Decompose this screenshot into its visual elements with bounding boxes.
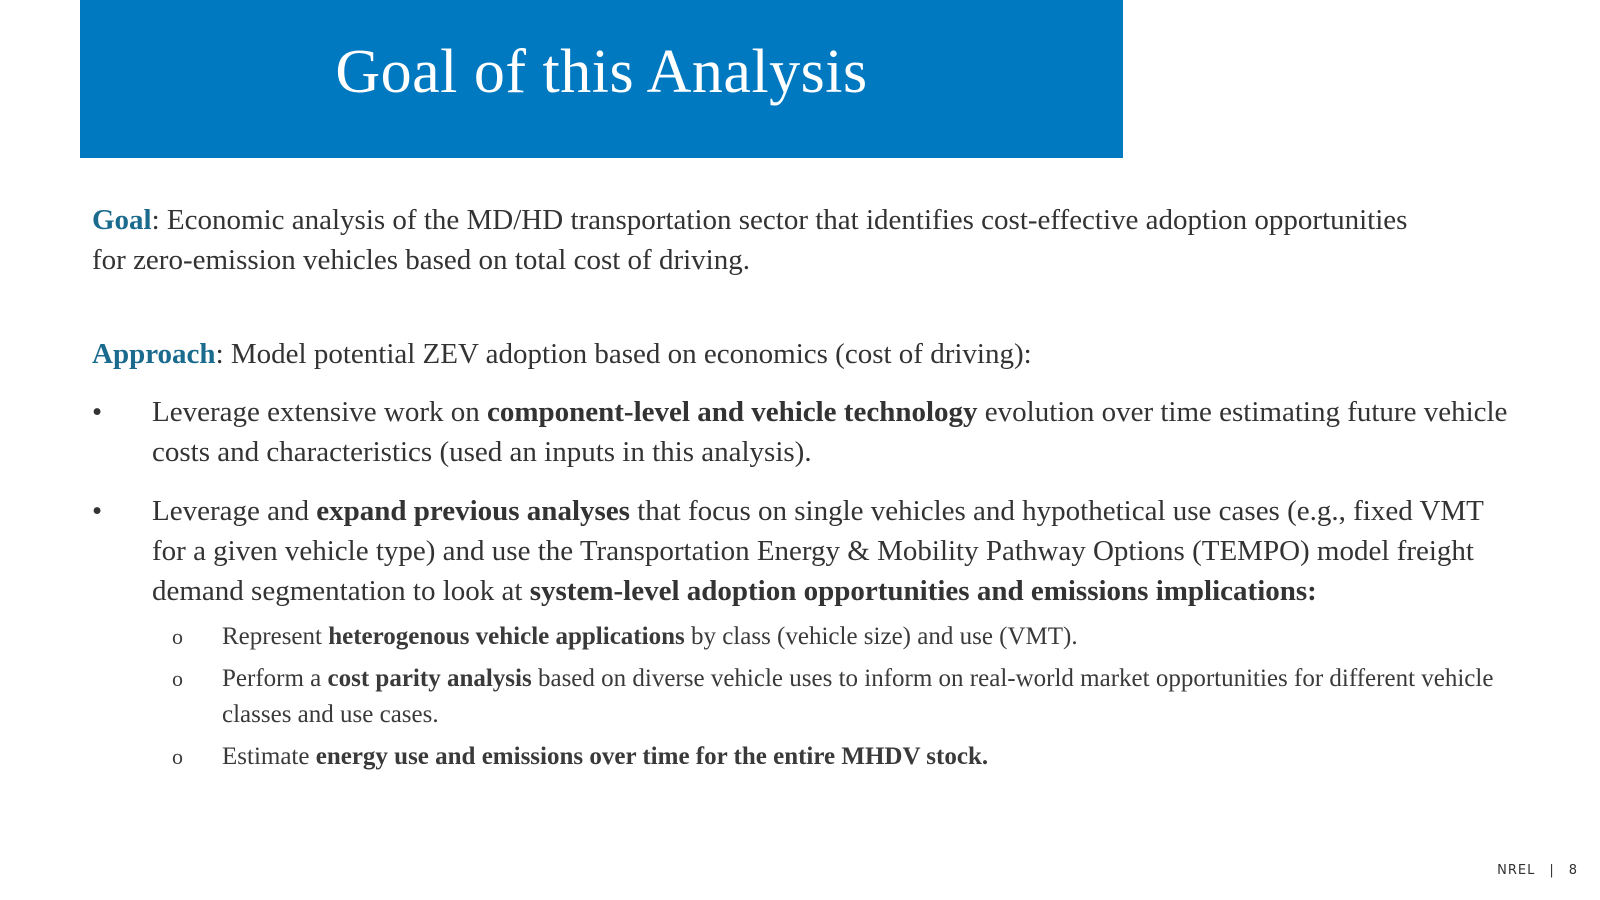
page-number: 8 xyxy=(1568,863,1578,878)
sub-bullet-text: by class (vehicle size) and use (VMT). xyxy=(684,623,1078,650)
sub-bullet-text: Represent xyxy=(222,623,329,650)
sub-bullet-bold-text: cost parity analysis xyxy=(327,665,532,692)
bullet-text: evolution over time estimating future vehicle costs and characteristics (used an inputs in this analysis). xyxy=(152,396,1508,468)
goal-label: Goal xyxy=(92,204,152,236)
footer-separator: | xyxy=(1549,863,1555,878)
sub-bullet-bold-text: energy use and emissions over time for the entire MHDV stock. xyxy=(315,743,989,770)
approach-label: Approach xyxy=(92,338,216,370)
sub-bullet-item xyxy=(92,619,1512,655)
title-bar xyxy=(80,0,1123,158)
sub-bullet-marker: o xyxy=(172,666,183,691)
bullet-bold-text: expand previous analyses xyxy=(316,495,630,527)
sub-bullet-item xyxy=(92,661,1512,733)
goal-paragraph xyxy=(92,200,1412,280)
bullet-bold-text: component-level and vehicle technology xyxy=(486,396,978,428)
footer-org: NREL xyxy=(1497,863,1536,878)
bullet-marker: • xyxy=(92,396,103,428)
slide-footer xyxy=(1497,863,1578,878)
sub-bullet-text: Perform a xyxy=(222,665,328,692)
bullet-marker: • xyxy=(92,495,103,527)
bullet-text: Leverage and xyxy=(152,495,317,527)
bullet-item xyxy=(92,491,1512,611)
approach-text: : Model potential ZEV adoption based on economics (cost of driving): xyxy=(215,338,1032,370)
approach-paragraph xyxy=(92,334,1512,374)
bullet-text: that focus on single vehicles and hypothetical use cases (e.g., fixed VMT for a given vehicle type) and use the Transportation Energy & Mobility Pathway Options (TEMPO) model freight demand segmentation to look at xyxy=(152,495,1484,607)
sub-bullet-text: based on diverse vehicle uses to inform on real-world market opportunities for different vehicle classes and use cases. xyxy=(222,665,1494,728)
bullet-text: Leverage extensive work on xyxy=(152,396,487,428)
slide-title: Goal of this Analysis xyxy=(335,38,868,106)
bullet-bold-text: system-level adoption opportunities and emissions implications: xyxy=(529,575,1317,607)
slide-content xyxy=(92,200,1512,775)
sub-bullet-marker: o xyxy=(172,624,183,649)
sub-bullet-item xyxy=(92,739,1512,775)
bullet-item xyxy=(92,392,1512,472)
goal-text: : Economic analysis of the MD/HD transportation sector that identifies cost-effective adoption opportunities for zero-emission vehicles based on total cost of driving. xyxy=(92,204,1408,276)
sub-bullet-bold-text: heterogenous vehicle applications xyxy=(328,623,685,650)
sub-bullet-marker: o xyxy=(172,744,183,769)
sub-bullet-text: Estimate xyxy=(222,743,316,770)
